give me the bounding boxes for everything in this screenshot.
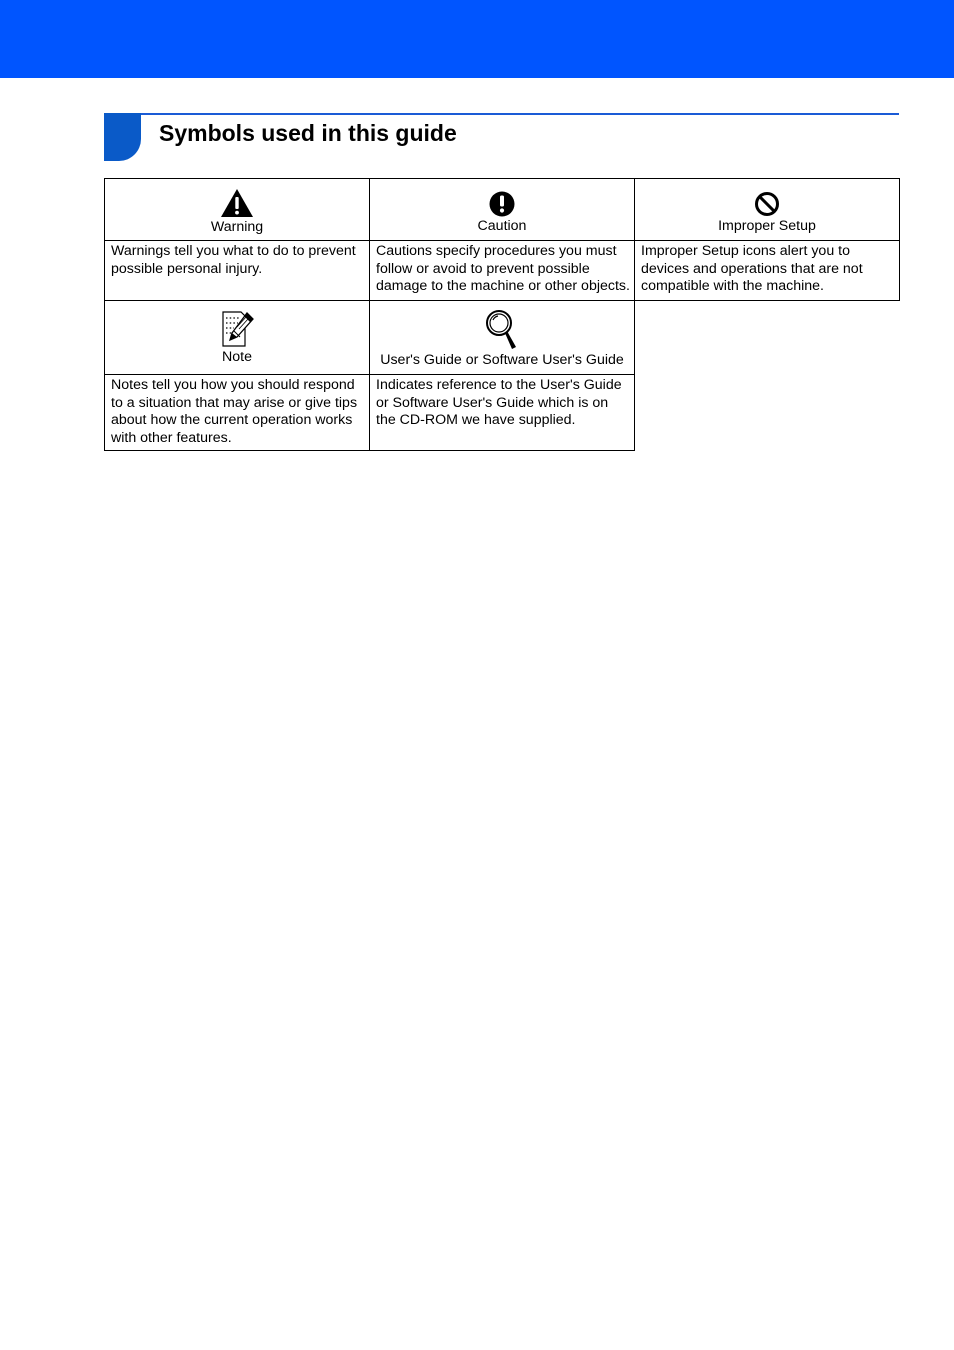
reference-description: Indicates reference to the User's Guide or Software User's Guide which is on the CD-ROM we have supplied. xyxy=(370,375,635,451)
warning-header-cell xyxy=(105,179,370,241)
symbols-header-row-1 xyxy=(105,179,900,241)
section-title: Symbols used in this guide xyxy=(159,120,457,146)
warning-triangle-icon xyxy=(220,188,254,218)
caution-exclamation-icon xyxy=(489,191,515,217)
note-description: Notes tell you how you should respond to a situation that may arise or give tips about how the current operation works with other features. xyxy=(105,375,370,451)
improper-setup-label: Improper Setup xyxy=(718,218,816,234)
caution-header-cell xyxy=(370,179,635,241)
empty-cell xyxy=(635,301,900,451)
section-rule xyxy=(104,113,899,115)
note-label: Note xyxy=(222,349,252,365)
caution-description: Cautions specify procedures you must follow or avoid to prevent possible damage to the machine or other objects. xyxy=(370,241,635,301)
prohibited-icon xyxy=(754,191,780,217)
symbols-description-row-1 xyxy=(105,241,900,301)
improper-setup-description: Improper Setup icons alert you to devices and operations that are not compatible with the machine. xyxy=(635,241,900,301)
warning-description: Warnings tell you what to do to prevent possible personal injury. xyxy=(105,241,370,301)
magnifier-icon xyxy=(485,309,519,353)
caution-label: Caution xyxy=(477,218,527,234)
symbols-header-row-2 xyxy=(105,301,900,375)
reference-label: User's Guide or Software User's Guide xyxy=(380,352,624,368)
header-band xyxy=(0,0,954,78)
section-tab-marker xyxy=(104,113,141,161)
warning-label: Warning xyxy=(210,219,264,235)
note-pencil-icon xyxy=(217,309,257,349)
note-header-cell xyxy=(105,301,370,375)
reference-header-cell xyxy=(370,301,635,375)
symbols-table xyxy=(104,178,900,451)
improper-setup-header-cell xyxy=(635,179,900,241)
